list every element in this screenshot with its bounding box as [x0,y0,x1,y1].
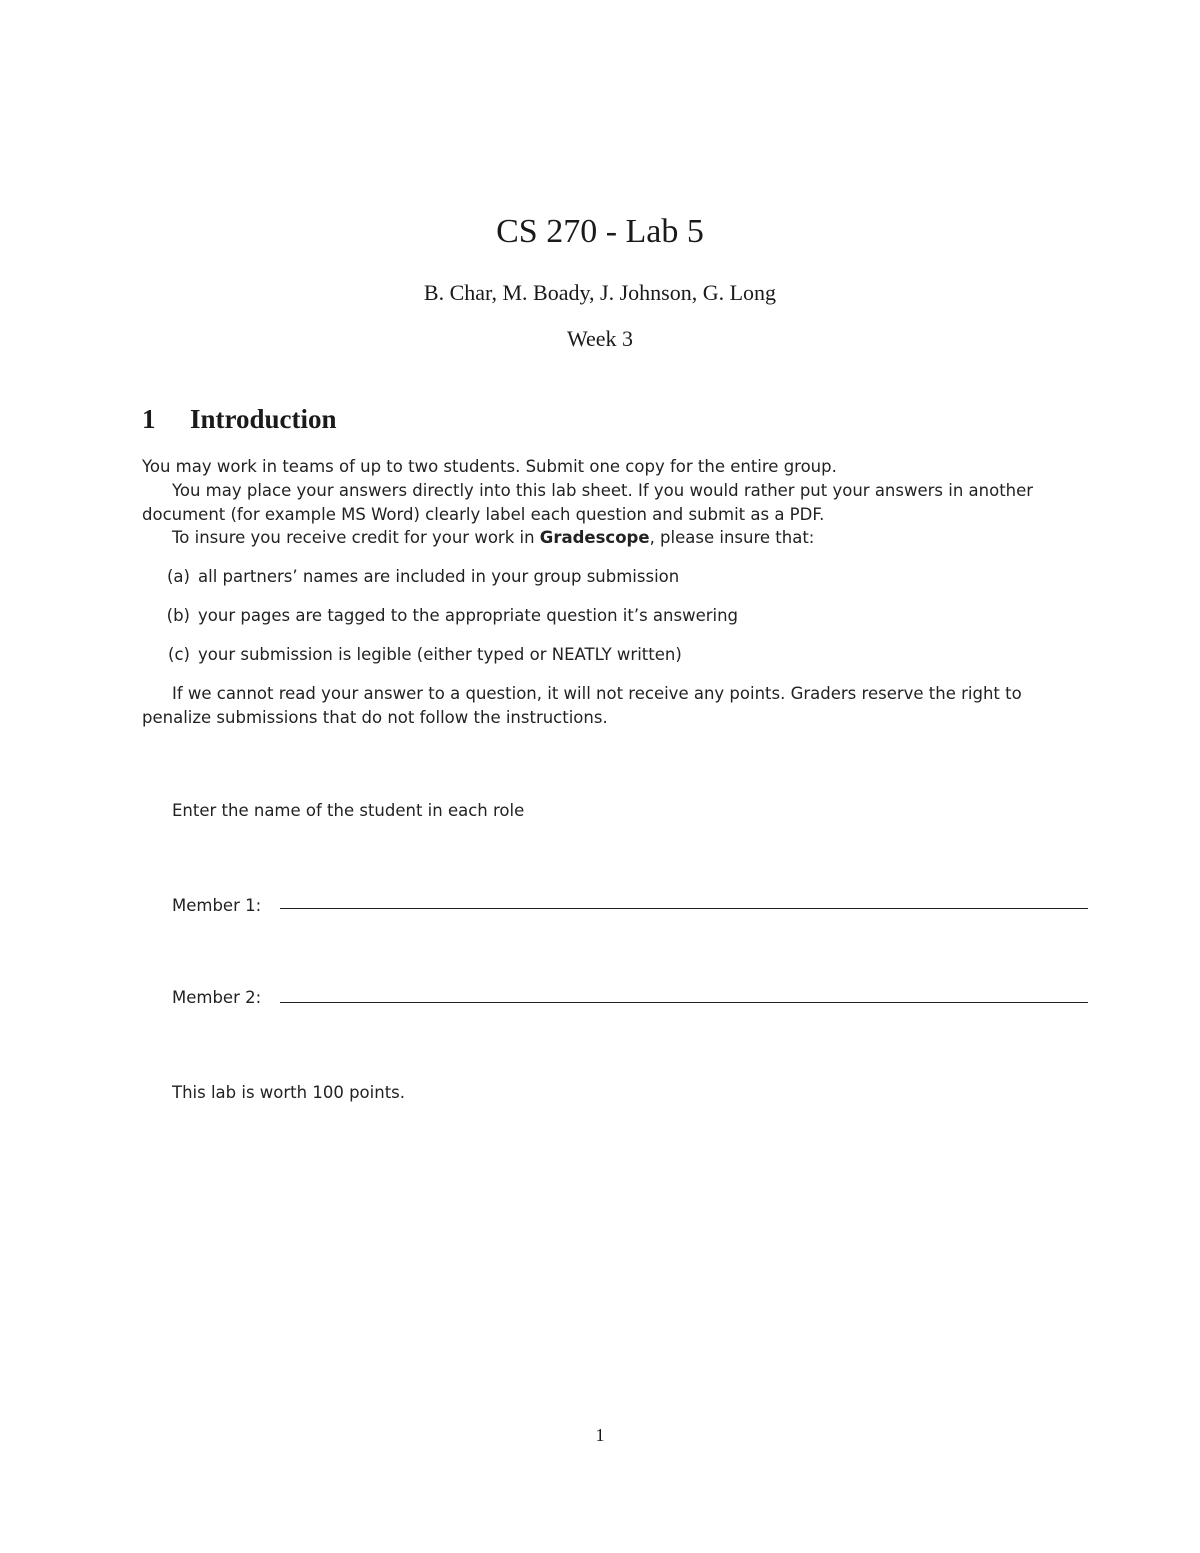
section-title: Introduction [190,404,337,434]
list-marker: (a) [167,567,190,586]
list-item [150,604,738,628]
section-number: 1 [142,404,156,434]
member-1-name-line[interactable] [280,908,1088,909]
member-2-name-line[interactable] [280,1002,1088,1003]
list-item [150,643,682,667]
list-item-text: your pages are tagged to the appropriate question it’s answering [198,606,739,625]
document-authors: B. Char, M. Boady, J. Johnson, G. Long [423,280,777,305]
paragraph-legibility-line-2: penalize submissions that do not follow the instructions. [142,708,608,727]
gradescope-prefix: To insure you receive credit for your work in [172,528,540,547]
paragraph-teams: You may work in teams of up to two students. Submit one copy for the entire group. [142,457,837,476]
list-item-text: all partners’ names are included in your group submission [198,567,680,586]
paragraph-legibility-line-1: If we cannot read your answer to a question, it will not receive any points. Graders reserve the right to [172,684,1022,703]
list-item [150,565,679,589]
list-marker: (b) [166,606,190,625]
member-1-label: Member 1: [172,896,262,915]
paragraph-answers-line-2: document (for example MS Word) clearly label each question and submit as a PDF. [142,505,825,524]
page-number: 1 [595,1425,605,1445]
member-2-label: Member 2: [172,988,262,1007]
list-marker: (c) [168,645,190,664]
paragraph-answers-line-1: You may place your answers directly into this lab sheet. If you would rather put your answers in another [172,481,1034,500]
document-title: CS 270 - Lab 5 [496,213,704,250]
gradescope-name: Gradescope [539,528,650,547]
paragraph-gradescope [172,526,1102,550]
roles-prompt: Enter the name of the student in each role [172,801,525,820]
document-date: Week 3 [566,326,634,351]
section-heading-introduction [142,402,337,436]
gradescope-suffix: , please insure that: [649,528,815,547]
list-item-text: your submission is legible (either typed or NEATLY written) [198,645,682,664]
points-note: This lab is worth 100 points. [172,1083,406,1102]
